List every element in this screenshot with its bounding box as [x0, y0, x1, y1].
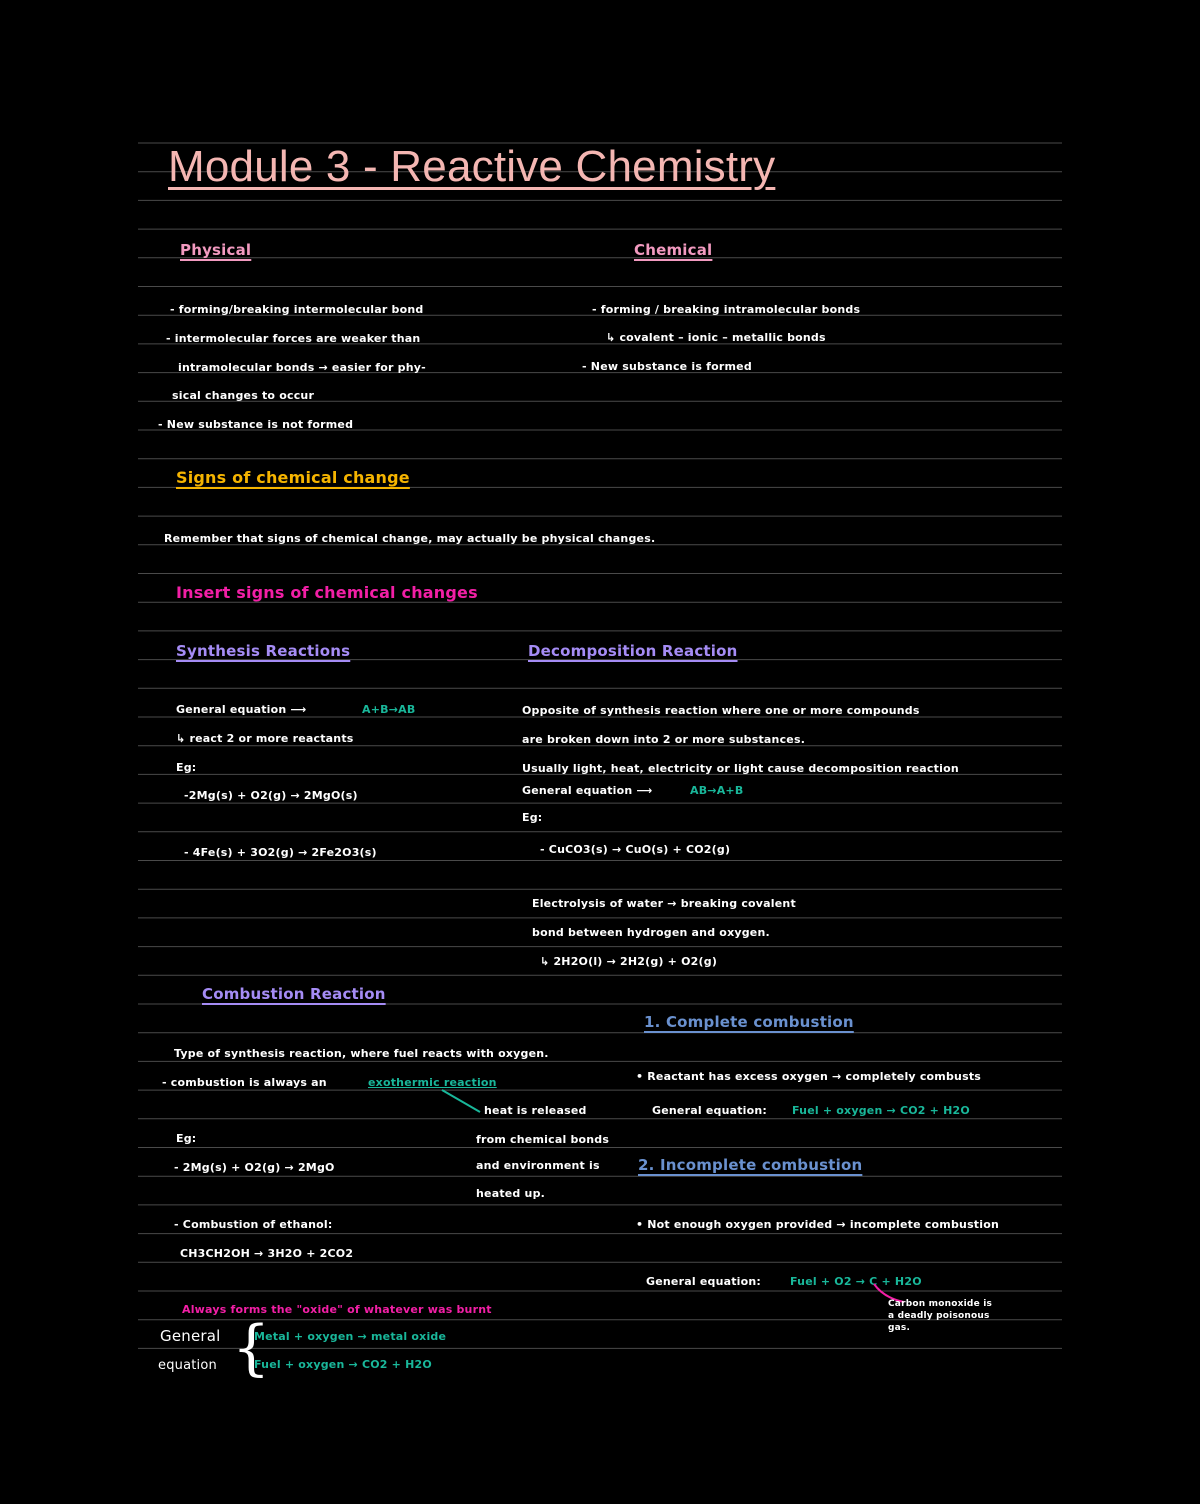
physical-line-3: intramolecular bonds → easier for phy-: [178, 361, 426, 374]
synthesis-heading: Synthesis Reactions: [176, 642, 351, 660]
electrolysis-line-1: Electrolysis of water → breaking covalent: [532, 897, 796, 910]
physical-line-1: - forming/breaking intermolecular bond: [170, 303, 424, 316]
synthesis-general-label: General equation ⟶: [176, 703, 307, 716]
incomplete-combustion-heading: 2. Incomplete combustion: [638, 1156, 863, 1174]
incomplete-general-label: General equation:: [646, 1275, 762, 1288]
complete-line-1: • Reactant has excess oxygen → completely combusts: [636, 1070, 982, 1083]
chemical-line-3: - New substance is formed: [582, 360, 752, 373]
heat-line-1: heat is released: [484, 1104, 587, 1117]
physical-heading: Physical: [180, 241, 252, 259]
combustion-line-1: Type of synthesis reaction, where fuel reacts with oxygen.: [174, 1047, 549, 1060]
electrolysis-line-2: bond between hydrogen and oxygen.: [532, 926, 770, 939]
general-eq-fuel: Fuel + oxygen → CO2 + H2O: [254, 1358, 432, 1371]
co-note-2: a deadly poisonous: [888, 1311, 990, 1321]
signs-heading: Signs of chemical change: [176, 468, 410, 487]
decomposition-general-eq: AB→A+B: [690, 784, 744, 797]
combustion-example-1: - 2Mg(s) + O2(g) → 2MgO: [174, 1161, 335, 1174]
exothermic-arrow: [440, 1088, 490, 1118]
insert-signs: Insert signs of chemical changes: [176, 583, 478, 602]
general-label-1: General: [160, 1327, 221, 1345]
complete-general-eq: Fuel + oxygen → CO2 + H2O: [792, 1104, 970, 1117]
synthesis-example-2: - 4Fe(s) + 3O2(g) → 2Fe2O3(s): [184, 846, 377, 859]
heat-line-3: and environment is: [476, 1159, 600, 1172]
combustion-example-2: - Combustion of ethanol:: [174, 1218, 333, 1231]
combustion-heading: Combustion Reaction: [202, 985, 386, 1003]
co-note-3: gas.: [888, 1323, 911, 1333]
synthesis-line-2: ↳ react 2 or more reactants: [176, 732, 354, 745]
decomposition-line-3: Usually light, heat, electricity or light cause decomposition reaction: [522, 762, 959, 775]
co-note-1: Carbon monoxide is: [888, 1299, 993, 1309]
decomposition-example-1: - CuCO3(s) → CuO(s) + CO2(g): [540, 843, 731, 856]
incomplete-general-eq: Fuel + O2 → C + H2O: [790, 1275, 922, 1288]
combustion-eg: Eg:: [176, 1132, 197, 1145]
chemical-line-1: - forming / breaking intramolecular bonds: [592, 303, 861, 316]
chemical-line-2: ↳ covalent – ionic – metallic bonds: [606, 331, 826, 344]
always-oxide-note: Always forms the "oxide" of whatever was burnt: [182, 1303, 492, 1316]
page-title: Module 3 - Reactive Chemistry: [168, 142, 776, 191]
physical-line-4: sical changes to occur: [172, 389, 315, 402]
decomposition-eg: Eg:: [522, 811, 543, 824]
general-eq-metal: Metal + oxygen → metal oxide: [254, 1330, 447, 1343]
synthesis-example-1: -2Mg(s) + O2(g) → 2MgO(s): [184, 789, 358, 802]
signs-note: Remember that signs of chemical change, may actually be physical changes.: [164, 532, 656, 545]
electrolysis-line-3: ↳ 2H2O(l) → 2H2(g) + O2(g): [540, 955, 718, 968]
physical-line-2: - intermolecular forces are weaker than: [166, 332, 421, 345]
synthesis-general-eq: A+B→AB: [362, 703, 416, 716]
brace-glyph: {: [232, 1313, 271, 1383]
complete-combustion-heading: 1. Complete combustion: [644, 1013, 854, 1031]
chemical-heading: Chemical: [634, 241, 713, 259]
physical-line-5: - New substance is not formed: [158, 418, 354, 431]
heat-line-4: heated up.: [476, 1187, 546, 1200]
general-label-2: equation: [158, 1358, 217, 1373]
incomplete-line-1: • Not enough oxygen provided → incomplete combustion: [636, 1218, 1000, 1231]
exothermic-link: exothermic reaction: [368, 1076, 497, 1089]
synthesis-eg: Eg:: [176, 761, 197, 774]
decomposition-heading: Decomposition Reaction: [528, 642, 738, 660]
heat-line-2: from chemical bonds: [476, 1133, 610, 1146]
decomposition-general-label: General equation ⟶: [522, 784, 653, 797]
decomposition-line-1: Opposite of synthesis reaction where one or more compounds: [522, 704, 920, 717]
combustion-line-2: - combustion is always an: [162, 1076, 327, 1089]
complete-general-label: General equation:: [652, 1104, 768, 1117]
combustion-example-3: CH3CH2OH → 3H2O + 2CO2: [180, 1247, 354, 1260]
decomposition-line-2: are broken down into 2 or more substances.: [522, 733, 806, 746]
